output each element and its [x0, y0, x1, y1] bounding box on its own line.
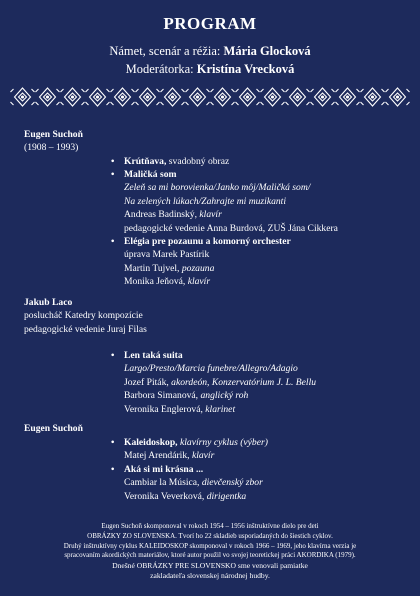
footer-line: Eugen Suchoň skomponoval v rokoch 1954 – 1956 inštruktívne dielo pre deti: [101, 522, 319, 530]
performer: Andreas Badinský, klavír: [124, 209, 222, 221]
composer-years: (1908 – 1993): [24, 142, 79, 154]
ornament-dot: [397, 96, 399, 98]
piece-len-taka-suita: [111, 349, 317, 416]
performer: Jozef Piták, akordeón, Konzervatórium J. L. Bellu: [124, 376, 317, 388]
piece-title: Maličká som: [124, 169, 177, 180]
ornament-dot: [47, 96, 49, 98]
piece-title: Aká si mi krásna ...: [124, 464, 204, 475]
footer-line: Druhý inštruktívny cyklus KALEIDOSKOP skomponoval v rokoch 1966 – 1969, jeho klavírna verzia je: [63, 541, 357, 550]
footer-line: Dnešné OBRÁZKY PRE SLOVENSKO sme venovali pamiatke: [112, 561, 308, 571]
page-title: PROGRAM: [163, 14, 257, 33]
director-name: Mária Glocková: [223, 44, 311, 58]
host-name: Kristína Vrecková: [196, 62, 295, 76]
ornament-dot: [247, 96, 249, 98]
bullet-icon: •: [111, 464, 115, 475]
composer-info: pedagogické vedenie Juraj Filas: [24, 323, 147, 335]
director-label: Námet, scenár a réžia:: [109, 44, 221, 58]
folk-ornament-border: [10, 83, 410, 111]
ornament-dot: [347, 96, 349, 98]
bullet-icon: •: [111, 169, 115, 180]
ornament-dot: [372, 96, 374, 98]
ornament-dot: [97, 96, 99, 98]
piece-malicka-som: [111, 168, 338, 235]
performer: Martin Tujvel, pozauna: [124, 262, 215, 274]
bullet-icon: •: [111, 437, 115, 448]
performer: Monika Jeňová, klavír: [124, 276, 211, 288]
ornament-dot: [122, 96, 124, 98]
composer-info: poslucháč Katedry kompozície: [24, 310, 143, 322]
ornament-dot: [172, 96, 174, 98]
composer-name: Eugen Suchoň: [24, 129, 83, 140]
piece-movements: Zeleň sa mi borovienka/Janko môj/Maličká som/: [124, 182, 311, 194]
footer-line: spracovaním akordických materiálov, ktoré autor použil vo svojej teoretickej práci AKORDIKA (1979).: [64, 551, 356, 560]
bullet-icon: •: [111, 350, 115, 361]
performer: Cambiar la Música, dievčenský zbor: [124, 477, 263, 489]
piece-movements: Na zelených lúkach/Zahrajte mi muzikanti: [124, 195, 287, 207]
ornament-dot: [222, 96, 224, 98]
director-credit: [0, 44, 420, 59]
host-label: Moderátorka:: [125, 62, 194, 76]
composer-block-1: [24, 128, 83, 155]
ornament-dot: [147, 96, 149, 98]
piece-aka-si-mi-krasna: [111, 463, 263, 503]
composer-name: Jakub Laco: [24, 297, 73, 308]
composer-block-2: [24, 296, 147, 336]
composer-block-3: [24, 422, 83, 435]
ornament-dot: [197, 96, 199, 98]
piece-krutnava: [111, 155, 230, 168]
piece-title: Kaleidoskop,: [124, 437, 178, 448]
arranger-line: úprava Marek Pastírik: [124, 249, 210, 261]
piece-subtitle: svadobný obraz: [168, 156, 230, 167]
composer-name: Eugen Suchoň: [24, 423, 83, 434]
ornament-dot: [272, 96, 274, 98]
piece-title: Elégia pre pozaunu a komorný orchester: [124, 236, 291, 247]
piece-title: Krútňava,: [124, 156, 167, 167]
bullet-icon: •: [111, 156, 115, 167]
footer-line: zakladateľa slovenskej národnej hudby.: [150, 570, 270, 580]
performer: Veronika Englerová, klarinet: [124, 403, 236, 415]
footer-line: OBRÁZKY ZO SLOVENSKA. Tvorí ho 22 skladieb usporiadaných do šiestich cyklov.: [87, 531, 333, 540]
piece-title: Len taká suita: [124, 350, 183, 361]
ornament-dot: [297, 96, 299, 98]
footer-note: [0, 522, 420, 581]
performer: Barbora Simanová, anglický roh: [124, 390, 249, 402]
piece-elegia: [111, 235, 291, 289]
ornament-dot: [72, 96, 74, 98]
teacher-line: pedagogické vedenie Anna Burdová, ZUŠ Jána Cikkera: [124, 222, 338, 234]
piece-kaleidoskop: [111, 436, 268, 463]
performer: Veronika Veverková, dirigentka: [124, 490, 247, 502]
bullet-icon: •: [111, 236, 115, 247]
piece-movements: Largo/Presto/Marcia funebre/Allegro/Adagio: [124, 363, 298, 375]
piece-subtitle: klavírny cyklus (výber): [180, 437, 268, 448]
ornament-dot: [322, 96, 324, 98]
performer: Matej Arendárik, klavír: [124, 450, 215, 462]
ornament-dot: [22, 96, 24, 98]
host-credit: [0, 62, 420, 77]
